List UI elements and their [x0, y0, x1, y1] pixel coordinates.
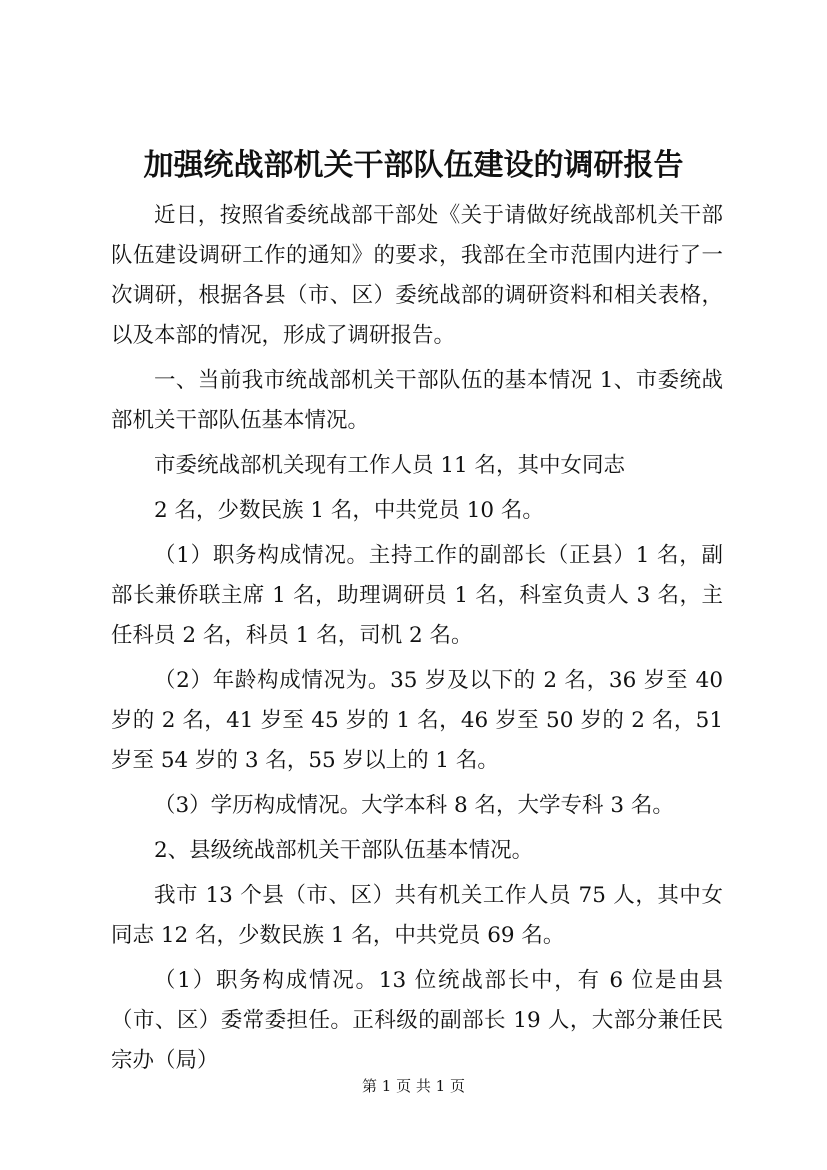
page-footer: 第 1 页 共 1 页 — [362, 1077, 465, 1095]
paragraph-section-1: 一、当前我市统战部机关干部队伍的基本情况 1、市委统战部机关干部队伍基本情况。 — [111, 368, 723, 433]
paragraph-education-composition: （3）学历构成情况。大学本科 8 名，大学专科 3 名。 — [154, 793, 674, 818]
paragraph-position-composition: （1）职务构成情况。主持工作的副部长（正县）1 名，副部长兼侨联主席 1 名，助理调研员 1 名，科室负责人 3 名，主任科员 2 名，科员 1 名，司机 2 名。 — [111, 543, 723, 648]
paragraph-county-heading: 2、县级统战部机关干部队伍基本情况。 — [154, 838, 534, 863]
document-title: 加强统战部机关干部队伍建设的调研报告 — [143, 148, 684, 183]
paragraph-county-position: （1）职务构成情况。13 位统战部长中，有 6 位是由县（市、区）委常委担任。正科级的副部长 19 人，大部分兼任民宗办（局） — [111, 968, 723, 1073]
paragraph-county-staff: 我市 13 个县（市、区）共有机关工作人员 75 人，其中女同志 12 名，少数民族 1 名，中共党员 69 名。 — [111, 883, 723, 948]
document-body — [111, 196, 723, 1086]
paragraph-staff-detail: 2 名，少数民族 1 名，中共党员 10 名。 — [154, 498, 544, 523]
paragraph-age-composition: （2）年龄构成情况为。35 岁及以下的 2 名，36 岁至 40 岁的 2 名，41 岁至 45 岁的 1 名，46 岁至 50 岁的 2 名，51 岁至 54 岁的 3 名，55 岁以上的 1 名。 — [111, 668, 723, 773]
paragraph-staff-count: 市委统战部机关现有工作人员 11 名，其中女同志 — [154, 453, 626, 478]
paragraph-intro: 近日，按照省委统战部干部处《关于请做好统战部机关干部队伍建设调研工作的通知》的要求，我部在全市范围内进行了一次调研，根据各县（市、区）委统战部的调研资料和相关表格，以及本部的情况，形成了调研报告。 — [111, 203, 723, 348]
